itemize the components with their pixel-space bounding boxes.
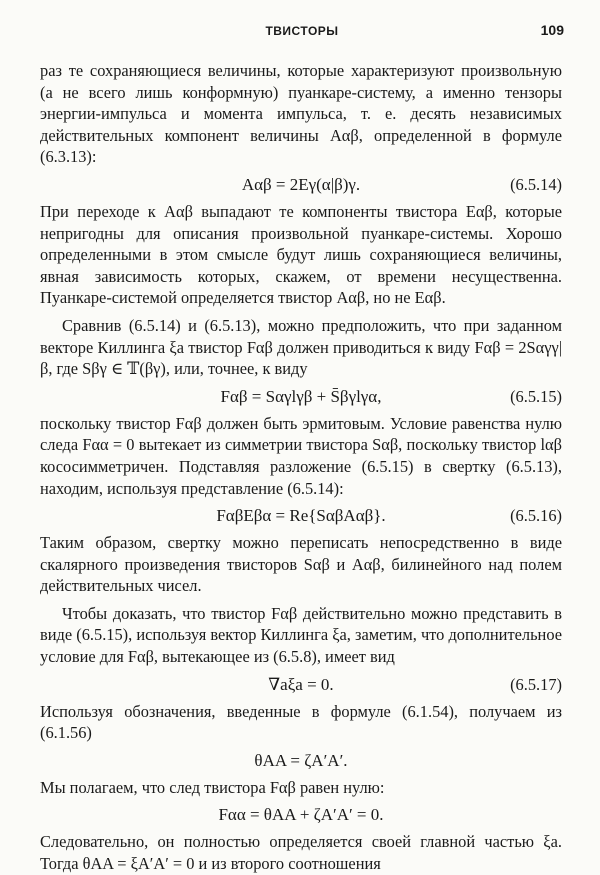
equation-formula: Fαβ = Sαγlγβ + S̄βγlγα,	[220, 386, 382, 406]
running-title: ТВИСТОРЫ	[265, 24, 339, 38]
paragraph: Мы полагаем, что след твистора Fαβ равен нулю:	[40, 777, 385, 797]
equation-number: (6.5.15)	[510, 386, 562, 406]
equation-number: (6.5.16)	[510, 506, 562, 526]
equation-theta-zeta	[40, 744, 562, 777]
paragraph: поскольку твистор Fαβ должен быть эрмитовым. Условие равенства нулю следа Fαα = 0 вытекает из симметрии твистора Sαβ, поскольку твистор lαβ кососимметричен. Подставляя разложение (6.5.15) в свертку (6.5.13), находим, используя представление (6.5.14):	[40, 413, 562, 498]
equation-formula: FαβEβα = Re{SαβAαβ}.	[216, 506, 386, 526]
page-header	[40, 24, 564, 44]
paragraph: Таким образом, свертку можно переписать непосредственно в виде скалярного произведения твисторов Sαβ и Aαβ, билинейного над полем действительных чисел.	[40, 533, 562, 596]
paragraph: Следовательно, он полностью определяется своей главной частью ξa. Тогда θAA = ξA′A′ = 0 и из второго соотношения	[40, 832, 562, 874]
page-number: 109	[540, 22, 564, 38]
equation-number: (6.5.17)	[510, 674, 562, 694]
equation-formula: θAA = ζA′A′.	[254, 750, 348, 770]
equation-formula: ∇aξa = 0.	[268, 674, 334, 694]
paragraph: раз те сохраняющиеся величины, которые характеризуют произвольную (а не всего лишь конформную) пуанкаре-систему, а именно тензоры энергии-импульса и момента импульса, т. е. десять независимых действительных компонент величины Aαβ, определенной в формуле (6.3.13):	[40, 61, 562, 167]
paragraph: Чтобы доказать, что твистор Fαβ действительно можно представить в виде (6.5.15), используя вектор Киллинга ξa, заметим, что дополнительное условие для Fαβ, вытекающее из (6.5.8), имеет вид	[40, 603, 562, 667]
equation-6-5-14	[40, 168, 562, 201]
equation-formula: Aαβ = 2Eγ(α|β)γ.	[241, 174, 361, 194]
equation-number: (6.5.14)	[510, 174, 562, 194]
equation-trace	[40, 798, 562, 831]
main-text	[40, 60, 562, 875]
equation-formula: Fαα = θAA + ζA′A′ = 0.	[218, 805, 384, 825]
paragraph: При переходе к Aαβ выпадают те компоненты твистора Eαβ, которые непригодны для описания произвольной пуанкаре-системы. Хорошо определенными в этом смысле будут лишь сохраняющиеся величины, явная зависимость которых, скажем, от времени несущественна. Пуанкаре-системой определяется твистор Aαβ, но не Eαβ.	[40, 201, 562, 308]
equation-6-5-17	[40, 668, 562, 701]
equation-6-5-15	[40, 380, 562, 413]
paragraph: Сравнив (6.5.14) и (6.5.13), можно предположить, что при заданном векторе Киллинга ξa твистор Fαβ должен приводиться к виду Fαβ = 2Sαγγ|β, где Sβγ ∈ 𝕋(βγ), или, точнее, к виду	[40, 315, 562, 379]
paragraph: Используя обозначения, введенные в формуле (6.1.54), получаем из (6.1.56)	[40, 701, 562, 743]
equation-6-5-16	[40, 499, 562, 532]
